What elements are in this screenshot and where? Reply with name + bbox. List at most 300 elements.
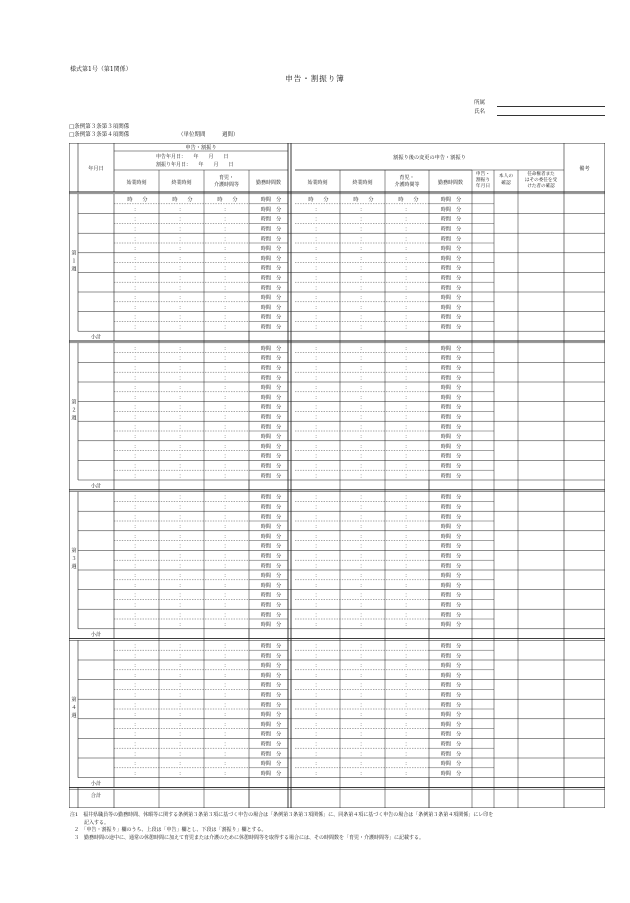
work-hours-cell[interactable]: 時間 分 <box>440 702 462 709</box>
time-separator[interactable]: ： <box>314 314 321 321</box>
time-separator[interactable]: ： <box>223 653 230 660</box>
work-hours-cell[interactable]: 時間 分 <box>440 355 462 362</box>
time-separator[interactable]: ： <box>178 563 185 570</box>
time-separator[interactable]: ： <box>404 692 411 699</box>
time-separator[interactable]: ： <box>359 712 366 719</box>
time-separator[interactable]: ： <box>133 563 140 570</box>
time-separator[interactable]: ： <box>314 622 321 629</box>
time-separator[interactable]: ： <box>359 275 366 282</box>
time-separator[interactable]: ： <box>359 770 366 777</box>
time-separator[interactable]: ： <box>314 375 321 382</box>
time-separator[interactable]: ： <box>223 592 230 599</box>
work-hours-cell[interactable]: 時間 分 <box>440 573 462 580</box>
time-separator[interactable]: ： <box>223 394 230 401</box>
time-separator[interactable]: ： <box>314 741 321 748</box>
work-hours-cell[interactable]: 時間 分 <box>260 582 282 589</box>
time-separator[interactable]: ： <box>223 275 230 282</box>
work-hours-cell[interactable]: 時間 分 <box>440 463 462 470</box>
time-separator[interactable]: ： <box>359 404 366 411</box>
work-hours-cell[interactable]: 時間 分 <box>440 304 462 311</box>
time-separator[interactable]: ： <box>314 514 321 521</box>
work-hours-cell[interactable]: 時間 分 <box>260 275 282 282</box>
time-separator[interactable]: ： <box>404 602 411 609</box>
time-separator[interactable]: ： <box>178 275 185 282</box>
time-separator[interactable]: ： <box>314 751 321 758</box>
time-separator[interactable]: ： <box>359 622 366 629</box>
time-separator[interactable]: ： <box>223 365 230 372</box>
work-hours-cell[interactable]: 時間 分 <box>440 672 462 679</box>
time-separator[interactable]: ： <box>359 653 366 660</box>
time-separator[interactable]: ： <box>178 622 185 629</box>
work-hours-cell[interactable]: 時間 分 <box>440 265 462 272</box>
time-separator[interactable]: ： <box>223 504 230 511</box>
time-separator[interactable]: ： <box>404 622 411 629</box>
time-separator[interactable]: ： <box>133 612 140 619</box>
time-separator[interactable]: ： <box>404 751 411 758</box>
work-hours-cell[interactable]: 時間 分 <box>440 443 462 450</box>
time-separator[interactable]: ： <box>359 355 366 362</box>
time-separator[interactable]: ： <box>359 692 366 699</box>
time-separator[interactable]: ： <box>223 295 230 302</box>
time-separator[interactable]: ： <box>133 275 140 282</box>
time-separator[interactable]: ： <box>223 424 230 431</box>
work-hours-cell[interactable]: 時間 分 <box>260 553 282 560</box>
time-separator[interactable]: ： <box>178 612 185 619</box>
work-hours-cell[interactable]: 時間 分 <box>440 514 462 521</box>
time-separator[interactable]: ： <box>404 226 411 233</box>
time-separator[interactable]: ： <box>223 514 230 521</box>
work-hours-cell[interactable]: 時間 分 <box>260 385 282 392</box>
time-separator[interactable]: ： <box>359 573 366 580</box>
time-separator[interactable]: ： <box>178 533 185 540</box>
time-separator[interactable]: ： <box>359 543 366 550</box>
time-separator[interactable]: ： <box>223 751 230 758</box>
time-separator[interactable]: ： <box>133 702 140 709</box>
time-separator[interactable]: ： <box>133 285 140 292</box>
time-separator[interactable]: ： <box>314 592 321 599</box>
time-separator[interactable]: ： <box>404 582 411 589</box>
time-separator[interactable]: ： <box>223 622 230 629</box>
time-separator[interactable]: ： <box>314 246 321 253</box>
work-hours-cell[interactable]: 時間 分 <box>440 741 462 748</box>
time-separator[interactable]: ： <box>178 672 185 679</box>
time-separator[interactable]: ： <box>314 434 321 441</box>
time-separator[interactable]: ： <box>223 494 230 501</box>
work-hours-cell[interactable]: 時間 分 <box>440 622 462 629</box>
time-separator[interactable]: ： <box>178 721 185 728</box>
time-separator[interactable]: ： <box>314 216 321 223</box>
time-separator[interactable]: ： <box>404 643 411 650</box>
time-separator[interactable]: ： <box>223 345 230 352</box>
time-separator[interactable]: ： <box>404 265 411 272</box>
work-hours-cell[interactable]: 時間 分 <box>440 682 462 689</box>
work-hours-cell[interactable]: 時間 分 <box>440 246 462 253</box>
work-hours-cell[interactable]: 時間 分 <box>440 494 462 501</box>
time-separator[interactable]: ： <box>133 731 140 738</box>
work-hours-cell[interactable]: 時間 分 <box>260 770 282 777</box>
time-separator[interactable]: ： <box>223 770 230 777</box>
time-separator[interactable]: ： <box>404 514 411 521</box>
work-hours-cell[interactable]: 時間 分 <box>440 255 462 262</box>
work-hours-cell[interactable]: 時間 分 <box>440 524 462 531</box>
time-separator[interactable]: ： <box>223 463 230 470</box>
time-separator[interactable]: ： <box>404 473 411 480</box>
time-separator[interactable]: ： <box>359 216 366 223</box>
time-separator[interactable]: ： <box>359 304 366 311</box>
time-separator[interactable]: ： <box>133 226 140 233</box>
work-hours-cell[interactable]: 時間 分 <box>260 751 282 758</box>
work-hours-cell[interactable]: 時間 分 <box>260 206 282 213</box>
time-separator[interactable]: ： <box>314 345 321 352</box>
time-separator[interactable]: ： <box>404 453 411 460</box>
work-hours-cell[interactable]: 時間 分 <box>260 295 282 302</box>
time-separator[interactable]: ： <box>178 265 185 272</box>
time-separator[interactable]: ： <box>178 682 185 689</box>
work-hours-cell[interactable]: 時間 分 <box>440 602 462 609</box>
work-hours-cell[interactable]: 時間 分 <box>260 533 282 540</box>
time-separator[interactable]: ： <box>359 295 366 302</box>
time-separator[interactable]: ： <box>314 463 321 470</box>
work-hours-cell[interactable]: 時間 分 <box>260 504 282 511</box>
work-hours-cell[interactable]: 時間 分 <box>440 553 462 560</box>
time-separator[interactable]: ： <box>314 285 321 292</box>
work-hours-cell[interactable]: 時間 分 <box>440 275 462 282</box>
time-separator[interactable]: ： <box>404 721 411 728</box>
time-separator[interactable]: ： <box>133 573 140 580</box>
time-separator[interactable]: ： <box>223 672 230 679</box>
time-separator[interactable]: ： <box>314 324 321 331</box>
time-separator[interactable]: ： <box>133 504 140 511</box>
time-separator[interactable]: ： <box>178 524 185 531</box>
time-separator[interactable]: ： <box>404 295 411 302</box>
time-separator[interactable]: ： <box>133 304 140 311</box>
time-separator[interactable]: ： <box>133 295 140 302</box>
time-separator[interactable]: ： <box>314 355 321 362</box>
time-separator[interactable]: ： <box>223 524 230 531</box>
time-separator[interactable]: ： <box>178 324 185 331</box>
time-separator[interactable]: ： <box>359 255 366 262</box>
time-separator[interactable]: ： <box>223 473 230 480</box>
time-separator[interactable]: ： <box>404 463 411 470</box>
time-separator[interactable]: ： <box>223 533 230 540</box>
time-separator[interactable]: ： <box>359 385 366 392</box>
time-separator[interactable]: ： <box>404 682 411 689</box>
time-separator[interactable]: ： <box>404 592 411 599</box>
time-separator[interactable]: ： <box>404 236 411 243</box>
time-separator[interactable]: ： <box>223 314 230 321</box>
work-hours-cell[interactable]: 時間 分 <box>260 622 282 629</box>
time-separator[interactable]: ： <box>178 295 185 302</box>
work-hours-cell[interactable]: 時間 分 <box>440 643 462 650</box>
time-separator[interactable]: ： <box>359 443 366 450</box>
time-separator[interactable]: ： <box>133 494 140 501</box>
time-separator[interactable]: ： <box>133 434 140 441</box>
work-hours-cell[interactable]: 時間 分 <box>440 731 462 738</box>
time-separator[interactable]: ： <box>223 761 230 768</box>
work-hours-cell[interactable]: 時間 分 <box>260 473 282 480</box>
work-hours-cell[interactable]: 時間 分 <box>260 453 282 460</box>
time-separator[interactable]: ： <box>223 226 230 233</box>
time-separator[interactable]: ： <box>404 275 411 282</box>
work-hours-cell[interactable]: 時間 分 <box>440 434 462 441</box>
time-separator[interactable]: ： <box>133 345 140 352</box>
time-separator[interactable]: ： <box>359 285 366 292</box>
time-separator[interactable]: ： <box>359 494 366 501</box>
time-separator[interactable]: ： <box>223 702 230 709</box>
work-hours-cell[interactable]: 時間 分 <box>260 285 282 292</box>
time-separator[interactable]: ： <box>359 672 366 679</box>
work-hours-cell[interactable]: 時間 分 <box>440 653 462 660</box>
work-hours-cell[interactable]: 時間 分 <box>440 692 462 699</box>
time-separator[interactable]: ： <box>359 236 366 243</box>
time-separator[interactable]: ： <box>404 375 411 382</box>
time-separator[interactable]: ： <box>359 265 366 272</box>
time-separator[interactable]: ： <box>314 414 321 421</box>
time-separator[interactable]: ： <box>359 473 366 480</box>
time-separator[interactable]: ： <box>359 324 366 331</box>
time-separator[interactable]: ： <box>314 770 321 777</box>
time-separator[interactable]: ： <box>178 285 185 292</box>
time-separator[interactable]: ： <box>314 721 321 728</box>
time-separator[interactable]: ： <box>359 453 366 460</box>
time-separator[interactable]: ： <box>359 434 366 441</box>
time-separator[interactable]: ： <box>404 533 411 540</box>
work-hours-cell[interactable]: 時間 分 <box>440 414 462 421</box>
time-separator[interactable]: ： <box>223 602 230 609</box>
time-separator[interactable]: ： <box>133 206 140 213</box>
time-separator[interactable]: ： <box>223 255 230 262</box>
time-separator[interactable]: ： <box>178 355 185 362</box>
time-separator[interactable]: ： <box>178 463 185 470</box>
time-separator[interactable]: ： <box>178 663 185 670</box>
time-separator[interactable]: ： <box>178 643 185 650</box>
work-hours-cell[interactable]: 時間 分 <box>260 394 282 401</box>
time-separator[interactable]: ： <box>404 424 411 431</box>
time-separator[interactable]: ： <box>178 473 185 480</box>
time-separator[interactable]: ： <box>178 582 185 589</box>
time-separator[interactable]: ： <box>314 443 321 450</box>
time-separator[interactable]: ： <box>314 731 321 738</box>
time-separator[interactable]: ： <box>404 345 411 352</box>
work-hours-cell[interactable]: 時間 分 <box>260 265 282 272</box>
work-hours-cell[interactable]: 時間 分 <box>440 582 462 589</box>
time-separator[interactable]: ： <box>404 246 411 253</box>
time-separator[interactable]: ： <box>133 324 140 331</box>
work-hours-cell[interactable]: 時間 分 <box>440 770 462 777</box>
work-hours-cell[interactable]: 時間 分 <box>440 324 462 331</box>
time-separator[interactable]: ： <box>359 612 366 619</box>
time-separator[interactable]: ： <box>314 453 321 460</box>
time-separator[interactable]: ： <box>404 434 411 441</box>
time-separator[interactable]: ： <box>133 404 140 411</box>
work-hours-cell[interactable]: 時間 分 <box>440 712 462 719</box>
time-separator[interactable]: ： <box>314 295 321 302</box>
work-hours-cell[interactable]: 時間 分 <box>260 682 282 689</box>
work-hours-cell[interactable]: 時間 分 <box>260 324 282 331</box>
work-hours-cell[interactable]: 時間 分 <box>440 504 462 511</box>
time-separator[interactable]: ： <box>133 721 140 728</box>
time-separator[interactable]: ： <box>223 692 230 699</box>
time-separator[interactable]: ： <box>133 582 140 589</box>
time-separator[interactable]: ： <box>178 573 185 580</box>
time-separator[interactable]: ： <box>404 385 411 392</box>
time-separator[interactable]: ： <box>314 524 321 531</box>
work-hours-cell[interactable]: 時間 分 <box>260 414 282 421</box>
time-separator[interactable]: ： <box>178 731 185 738</box>
time-separator[interactable]: ： <box>314 543 321 550</box>
time-separator[interactable]: ： <box>223 304 230 311</box>
time-separator[interactable]: ： <box>223 612 230 619</box>
time-separator[interactable]: ： <box>133 602 140 609</box>
time-separator[interactable]: ： <box>133 761 140 768</box>
work-hours-cell[interactable]: 時間 分 <box>440 226 462 233</box>
work-hours-cell[interactable]: 時間 分 <box>260 226 282 233</box>
time-separator[interactable]: ： <box>133 473 140 480</box>
time-separator[interactable]: ： <box>133 533 140 540</box>
time-separator[interactable]: ： <box>404 573 411 580</box>
time-separator[interactable]: ： <box>178 424 185 431</box>
work-hours-cell[interactable]: 時間 分 <box>260 573 282 580</box>
time-separator[interactable]: ： <box>314 265 321 272</box>
work-hours-cell[interactable]: 時間 分 <box>260 355 282 362</box>
time-separator[interactable]: ： <box>404 761 411 768</box>
work-hours-cell[interactable]: 時間 分 <box>260 761 282 768</box>
work-hours-cell[interactable]: 時間 分 <box>260 712 282 719</box>
time-separator[interactable]: ： <box>178 385 185 392</box>
work-hours-cell[interactable]: 時間 分 <box>260 404 282 411</box>
time-separator[interactable]: ： <box>133 751 140 758</box>
time-separator[interactable]: ： <box>178 414 185 421</box>
time-separator[interactable]: ： <box>314 563 321 570</box>
time-separator[interactable]: ： <box>133 672 140 679</box>
time-separator[interactable]: ： <box>223 375 230 382</box>
work-hours-cell[interactable]: 時間 分 <box>260 375 282 382</box>
time-separator[interactable]: ： <box>133 216 140 223</box>
work-hours-cell[interactable]: 時間 分 <box>260 663 282 670</box>
time-separator[interactable]: ： <box>223 663 230 670</box>
time-separator[interactable]: ： <box>359 206 366 213</box>
time-separator[interactable]: ： <box>314 663 321 670</box>
time-separator[interactable]: ： <box>178 304 185 311</box>
time-separator[interactable]: ： <box>404 314 411 321</box>
time-separator[interactable]: ： <box>133 265 140 272</box>
time-separator[interactable]: ： <box>178 345 185 352</box>
work-hours-cell[interactable]: 時間 分 <box>260 592 282 599</box>
time-separator[interactable]: ： <box>314 602 321 609</box>
time-separator[interactable]: ： <box>133 663 140 670</box>
time-separator[interactable]: ： <box>178 404 185 411</box>
time-separator[interactable]: ： <box>314 494 321 501</box>
time-separator[interactable]: ： <box>223 236 230 243</box>
time-separator[interactable]: ： <box>133 314 140 321</box>
time-separator[interactable]: ： <box>314 702 321 709</box>
time-separator[interactable]: ： <box>359 741 366 748</box>
time-separator[interactable]: ： <box>178 434 185 441</box>
time-separator[interactable]: ： <box>314 712 321 719</box>
time-separator[interactable]: ： <box>359 463 366 470</box>
work-hours-cell[interactable]: 時間 分 <box>440 295 462 302</box>
time-separator[interactable]: ： <box>314 473 321 480</box>
time-separator[interactable]: ： <box>404 663 411 670</box>
time-separator[interactable]: ： <box>178 314 185 321</box>
work-hours-cell[interactable]: 時間 分 <box>440 612 462 619</box>
time-separator[interactable]: ： <box>359 563 366 570</box>
time-separator[interactable]: ： <box>359 751 366 758</box>
time-separator[interactable]: ： <box>223 216 230 223</box>
time-separator[interactable]: ： <box>314 504 321 511</box>
time-separator[interactable]: ： <box>178 712 185 719</box>
time-separator[interactable]: ： <box>178 226 185 233</box>
time-separator[interactable]: ： <box>404 653 411 660</box>
time-separator[interactable]: ： <box>404 543 411 550</box>
time-separator[interactable]: ： <box>314 653 321 660</box>
time-separator[interactable]: ： <box>404 563 411 570</box>
work-hours-cell[interactable]: 時間 分 <box>440 236 462 243</box>
time-separator[interactable]: ： <box>133 385 140 392</box>
time-separator[interactable]: ： <box>404 524 411 531</box>
time-separator[interactable]: ： <box>359 314 366 321</box>
time-separator[interactable]: ： <box>178 246 185 253</box>
work-hours-cell[interactable]: 時間 分 <box>260 643 282 650</box>
work-hours-cell[interactable]: 時間 分 <box>440 761 462 768</box>
work-hours-cell[interactable]: 時間 分 <box>260 345 282 352</box>
time-separator[interactable]: ： <box>133 543 140 550</box>
time-separator[interactable]: ： <box>359 731 366 738</box>
time-separator[interactable]: ： <box>359 345 366 352</box>
time-separator[interactable]: ： <box>359 394 366 401</box>
time-separator[interactable]: ： <box>314 394 321 401</box>
time-separator[interactable]: ： <box>223 543 230 550</box>
time-separator[interactable]: ： <box>404 672 411 679</box>
time-separator[interactable]: ： <box>404 206 411 213</box>
work-hours-cell[interactable]: 時間 分 <box>440 404 462 411</box>
time-separator[interactable]: ： <box>314 424 321 431</box>
time-separator[interactable]: ： <box>359 663 366 670</box>
time-separator[interactable]: ： <box>223 453 230 460</box>
time-separator[interactable]: ： <box>178 761 185 768</box>
time-separator[interactable]: ： <box>404 216 411 223</box>
time-separator[interactable]: ： <box>359 602 366 609</box>
work-hours-cell[interactable]: 時間 分 <box>440 394 462 401</box>
time-separator[interactable]: ： <box>314 304 321 311</box>
time-separator[interactable]: ： <box>359 533 366 540</box>
time-separator[interactable]: ： <box>223 246 230 253</box>
time-separator[interactable]: ： <box>404 731 411 738</box>
time-separator[interactable]: ： <box>223 414 230 421</box>
time-separator[interactable]: ： <box>178 602 185 609</box>
time-separator[interactable]: ： <box>133 463 140 470</box>
time-separator[interactable]: ： <box>133 255 140 262</box>
time-separator[interactable]: ： <box>404 443 411 450</box>
work-hours-cell[interactable]: 時間 分 <box>260 314 282 321</box>
work-hours-cell[interactable]: 時間 分 <box>260 434 282 441</box>
time-separator[interactable]: ： <box>314 404 321 411</box>
time-separator[interactable]: ： <box>178 653 185 660</box>
time-separator[interactable]: ： <box>314 236 321 243</box>
time-separator[interactable]: ： <box>314 612 321 619</box>
time-separator[interactable]: ： <box>404 612 411 619</box>
time-separator[interactable]: ： <box>223 682 230 689</box>
work-hours-cell[interactable]: 時間 分 <box>440 473 462 480</box>
work-hours-cell[interactable]: 時間 分 <box>440 375 462 382</box>
time-separator[interactable]: ： <box>223 206 230 213</box>
work-hours-cell[interactable]: 時間 分 <box>260 236 282 243</box>
work-hours-cell[interactable]: 時間 分 <box>260 672 282 679</box>
time-separator[interactable]: ： <box>314 365 321 372</box>
work-hours-cell[interactable]: 時間 分 <box>260 721 282 728</box>
work-hours-cell[interactable]: 時間 分 <box>260 524 282 531</box>
work-hours-cell[interactable]: 時間 分 <box>260 494 282 501</box>
